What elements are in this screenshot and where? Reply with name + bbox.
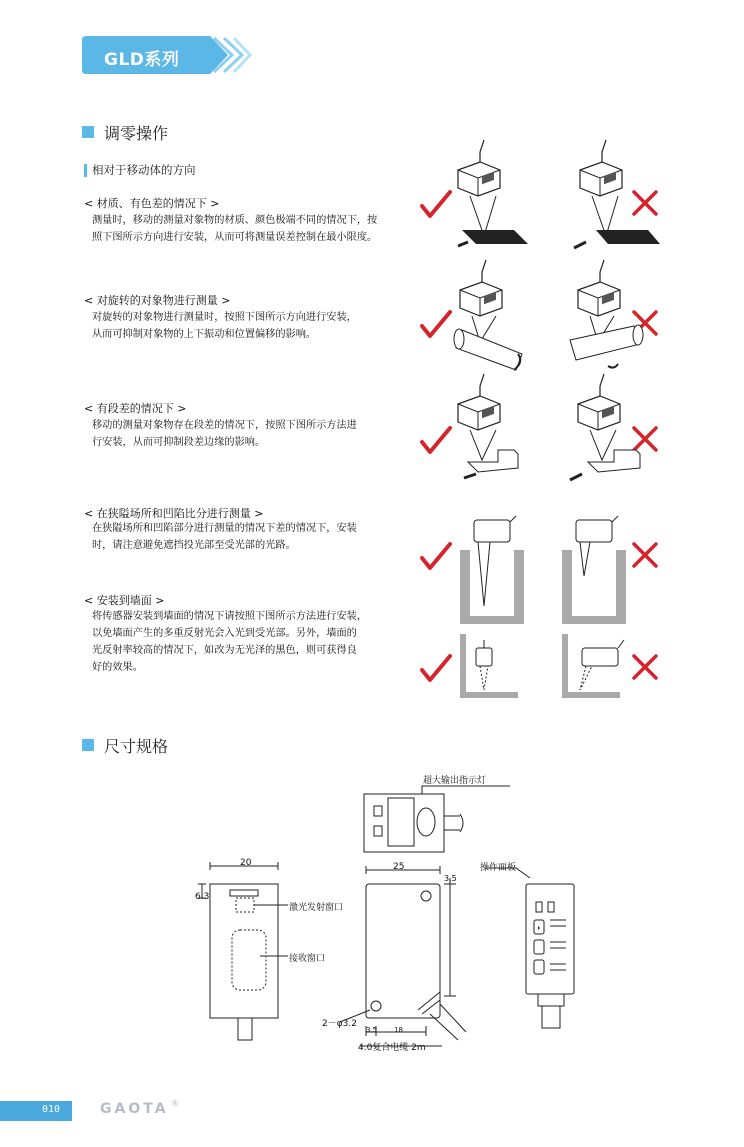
item-heading: < 材质、有色差的情况下 > [84,197,220,210]
registered-mark: ® [171,1099,179,1108]
dimension-6-3: 6.3 [195,892,210,902]
cross-icon [634,192,656,214]
laser-window-label: 激光发射窗口 [289,903,344,913]
item-body: 对旋转的对象物进行测量时，按照下图所示方向进行安装， 从而可抑制对象物的上下振动和位置偏移的影响。 [92,312,357,340]
cable-label: 4.0复合电缆 2m [358,1043,426,1053]
section-title-dims: 尺寸规格 [104,737,169,756]
item-heading: < 对旋转的对象物进行测量 > [84,294,231,307]
hole-label: 2－φ3.2 [322,1019,357,1029]
dimension-drawing [190,770,590,1060]
dimension-3-5-top: 3.5 [444,874,457,883]
brand-logo: GAOTA [100,1101,169,1117]
panel-label: 操作面板 [480,863,517,873]
dimension-width-20: 20 [240,858,252,868]
check-icon [422,428,450,452]
item-heading: < 安装到墙面 > [84,594,165,607]
check-icon [422,656,450,680]
series-label: GLD系列 [104,50,180,70]
section-marker [82,126,94,138]
indicator-label: 超大输出指示灯 [423,776,487,786]
dimension-width-25: 25 [393,862,405,872]
section-subtitle: 相对于移动体的方向 [92,163,196,177]
item-body: 测量时，移动的测量对象物的材质、颜色极端不同的情况下，按 照下图所示方向进行安装，从而可将测量误差控制在最小限度。 [92,215,378,243]
receive-window-label: 接收窗口 [289,954,326,964]
subtitle-marker [84,164,87,177]
check-icon [422,312,450,336]
item-body: 移动的测量对象物存在段差的情况下，按照下图所示方法进 行安装，从而可抑制段差边缘的影响。 [92,420,357,448]
section-marker [82,739,94,751]
cross-icon [634,544,656,566]
item-heading: < 有段差的情况下 > [84,402,187,415]
footer-bar [0,1101,72,1121]
installation-illustrations [410,140,680,700]
section-title-zero: 调零操作 [104,124,169,143]
cross-icon [634,656,656,678]
page-number: 010 [42,1104,61,1115]
item-body: 在狭隘场所和凹陷部分进行测量的情况下差的情况下，安装 时，请注意避免遮挡投光部至受光部的光路。 [92,523,357,551]
cross-icon [634,428,656,450]
check-icon [422,544,450,568]
dimension-3-5-bottom: 3.5 [366,1026,378,1034]
item-heading: < 在狭隘场所和凹陷比分进行测量 > [84,507,264,520]
dimension-18: 18 [394,1026,403,1034]
item-body: 将传感器安装到墙面的情况下请按照下图所示方法进行安装， 以免墙面产生的多重反射光会入光到受光部。另外，墙面的 光反射率较高的情况下，如改为无光泽的黑色，则可获得良 好的效果。 [92,611,368,673]
check-icon [422,192,450,216]
